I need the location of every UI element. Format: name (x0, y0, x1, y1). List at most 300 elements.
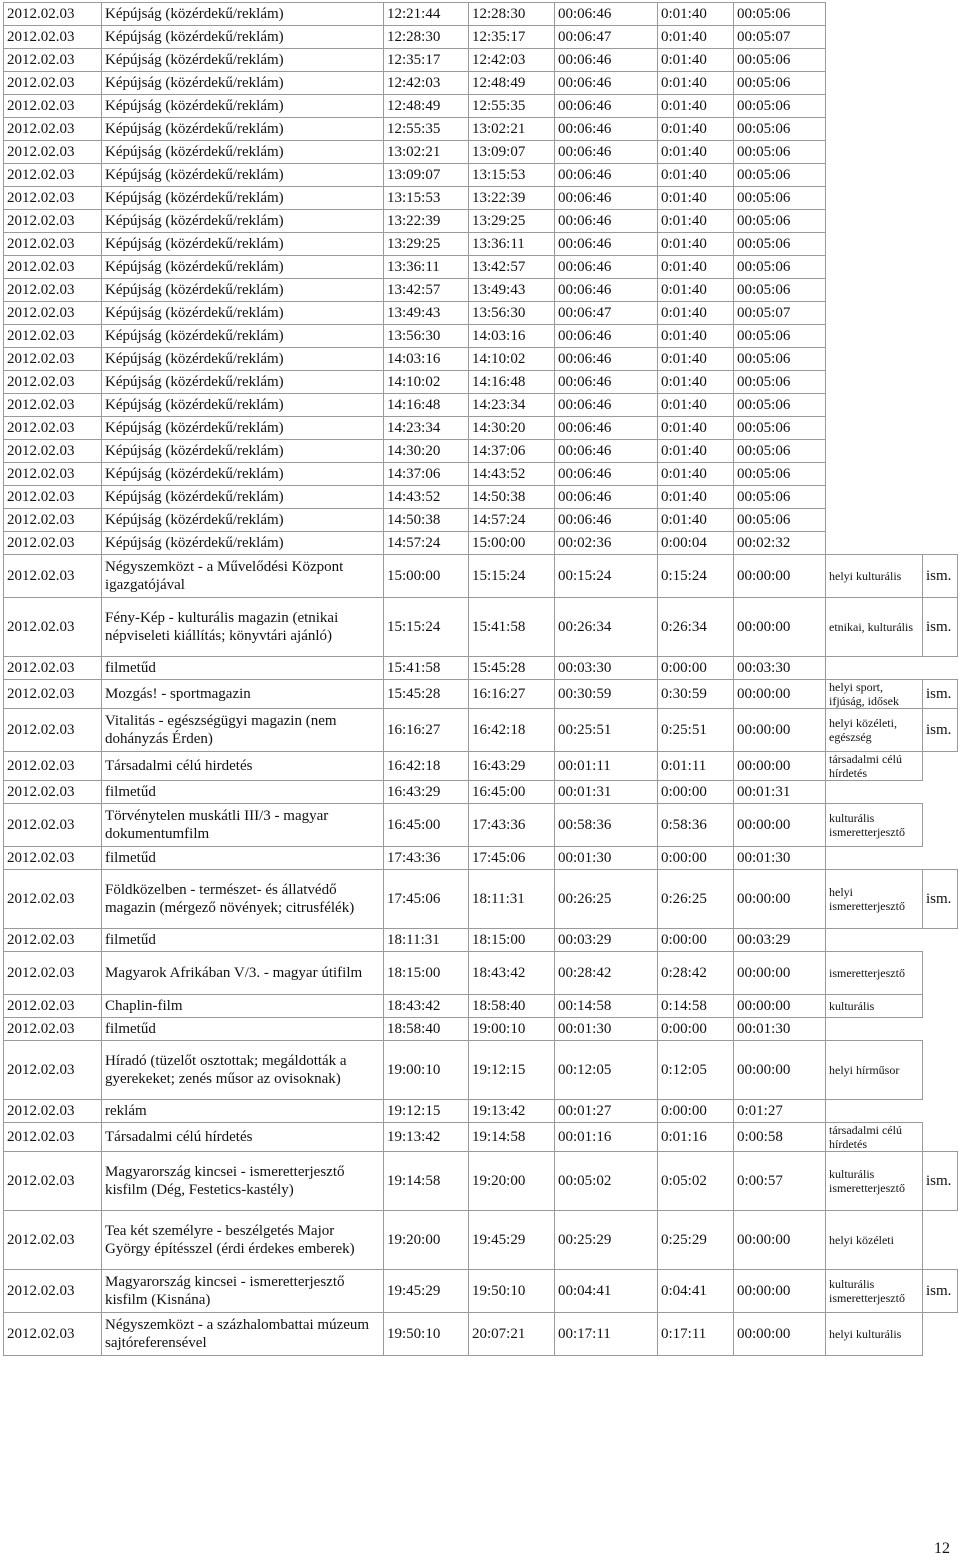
date-cell: 2012.02.03 (4, 680, 102, 709)
duration: 00:01:30 (555, 1018, 658, 1041)
duration: 00:02:36 (555, 532, 658, 555)
table-row (4, 210, 958, 233)
title-cell: filmetűd (102, 847, 384, 870)
start-time: 12:42:03 (384, 72, 469, 95)
own-production-time: 0:01:40 (658, 486, 734, 509)
title-cell: Társadalmi célú hírdetés (102, 1123, 384, 1152)
start-time: 13:42:57 (384, 279, 469, 302)
own-production-time: 0:01:40 (658, 325, 734, 348)
repeat-flag: ism. (923, 555, 958, 598)
duration: 00:17:11 (555, 1313, 658, 1356)
start-time: 19:00:10 (384, 1041, 469, 1100)
title-cell: Képújság (közérdekű/reklám) (102, 95, 384, 118)
table-row (4, 1211, 958, 1270)
duration: 00:06:47 (555, 302, 658, 325)
title-cell: Mozgás! - sportmagazin (102, 680, 384, 709)
table-row (4, 394, 958, 417)
duration: 00:30:59 (555, 680, 658, 709)
date-cell: 2012.02.03 (4, 95, 102, 118)
repeat-flag (923, 781, 958, 804)
repeat-flag (923, 210, 958, 233)
title-cell: Fény-Kép - kulturális magazin (etnikai népviseleti kiállítás; könyvtári ajánló) (102, 598, 384, 657)
date-cell: 2012.02.03 (4, 440, 102, 463)
category (826, 847, 923, 870)
repeat-flag (923, 49, 958, 72)
other-time: 00:05:07 (734, 26, 826, 49)
own-production-time: 0:01:40 (658, 371, 734, 394)
own-production-time: 0:12:05 (658, 1041, 734, 1100)
other-time: 00:05:06 (734, 210, 826, 233)
title-cell: Képújság (közérdekű/reklám) (102, 394, 384, 417)
repeat-flag (923, 141, 958, 164)
start-time: 18:15:00 (384, 952, 469, 995)
own-production-time: 0:01:40 (658, 118, 734, 141)
start-time: 14:16:48 (384, 394, 469, 417)
own-production-time: 0:01:40 (658, 256, 734, 279)
end-time: 18:43:42 (469, 952, 555, 995)
duration: 00:26:34 (555, 598, 658, 657)
title-cell: Képújság (közérdekű/reklám) (102, 3, 384, 26)
repeat-flag (923, 1100, 958, 1123)
repeat-flag (923, 1313, 958, 1356)
own-production-time: 0:01:40 (658, 279, 734, 302)
own-production-time: 0:01:40 (658, 164, 734, 187)
category (826, 440, 923, 463)
end-time: 14:10:02 (469, 348, 555, 371)
category (826, 1100, 923, 1123)
other-time: 00:00:00 (734, 709, 826, 752)
table-row (4, 781, 958, 804)
start-time: 18:43:42 (384, 995, 469, 1018)
page-number: 12 (934, 1540, 950, 1557)
repeat-flag (923, 929, 958, 952)
category (826, 325, 923, 348)
other-time: 00:03:30 (734, 657, 826, 680)
title-cell: Képújság (közérdekű/reklám) (102, 440, 384, 463)
category (826, 532, 923, 555)
duration: 00:06:46 (555, 509, 658, 532)
table-row (4, 952, 958, 995)
category (826, 279, 923, 302)
table-row (4, 1270, 958, 1313)
own-production-time: 0:01:16 (658, 1123, 734, 1152)
repeat-flag: ism. (923, 680, 958, 709)
duration: 00:03:29 (555, 929, 658, 952)
start-time: 16:45:00 (384, 804, 469, 847)
title-cell: Chaplin-film (102, 995, 384, 1018)
own-production-time: 0:00:00 (658, 1018, 734, 1041)
duration: 00:06:46 (555, 394, 658, 417)
repeat-flag (923, 72, 958, 95)
category (826, 509, 923, 532)
title-cell: Képújság (közérdekű/reklám) (102, 141, 384, 164)
title-cell: Képújság (közérdekű/reklám) (102, 348, 384, 371)
start-time: 16:43:29 (384, 781, 469, 804)
date-cell: 2012.02.03 (4, 256, 102, 279)
repeat-flag (923, 394, 958, 417)
table-row (4, 486, 958, 509)
table-row (4, 233, 958, 256)
category (826, 781, 923, 804)
other-time: 00:01:30 (734, 847, 826, 870)
repeat-flag (923, 325, 958, 348)
table-row (4, 256, 958, 279)
repeat-flag (923, 1018, 958, 1041)
title-cell: Képújság (közérdekű/reklám) (102, 164, 384, 187)
other-time: 00:05:06 (734, 371, 826, 394)
own-production-time: 0:00:00 (658, 929, 734, 952)
start-time: 15:45:28 (384, 680, 469, 709)
duration: 00:06:46 (555, 164, 658, 187)
end-time: 20:07:21 (469, 1313, 555, 1356)
table-row (4, 870, 958, 929)
end-time: 17:45:06 (469, 847, 555, 870)
other-time: 00:00:00 (734, 995, 826, 1018)
other-time: 00:05:06 (734, 348, 826, 371)
other-time: 0:01:27 (734, 1100, 826, 1123)
duration: 00:05:02 (555, 1152, 658, 1211)
table-row (4, 1123, 958, 1152)
title-cell: filmetűd (102, 1018, 384, 1041)
table-row (4, 1041, 958, 1100)
start-time: 14:50:38 (384, 509, 469, 532)
end-time: 13:02:21 (469, 118, 555, 141)
category (826, 233, 923, 256)
category: kulturális ismeretterjesztő (826, 804, 923, 847)
date-cell: 2012.02.03 (4, 1270, 102, 1313)
table-row (4, 49, 958, 72)
start-time: 12:48:49 (384, 95, 469, 118)
own-production-time: 0:00:00 (658, 781, 734, 804)
own-production-time: 0:30:59 (658, 680, 734, 709)
title-cell: Híradó (tüzelőt osztottak; megáldották a gyerekeket; zenés műsor az ovisoknak) (102, 1041, 384, 1100)
date-cell: 2012.02.03 (4, 752, 102, 781)
category: kulturális (826, 995, 923, 1018)
repeat-flag (923, 952, 958, 995)
title-cell: Képújság (közérdekű/reklám) (102, 187, 384, 210)
title-cell: Négyszemközt - a százhalombattai múzeum sajtóreferensével (102, 1313, 384, 1356)
duration: 00:06:46 (555, 3, 658, 26)
schedule-table (3, 2, 958, 1356)
start-time: 16:42:18 (384, 752, 469, 781)
own-production-time: 0:01:40 (658, 302, 734, 325)
table-row (4, 752, 958, 781)
repeat-flag: ism. (923, 1270, 958, 1313)
category: helyi közéleti, egészség (826, 709, 923, 752)
start-time: 14:57:24 (384, 532, 469, 555)
own-production-time: 0:58:36 (658, 804, 734, 847)
end-time: 16:42:18 (469, 709, 555, 752)
duration: 00:01:11 (555, 752, 658, 781)
date-cell: 2012.02.03 (4, 1041, 102, 1100)
date-cell: 2012.02.03 (4, 532, 102, 555)
title-cell: filmetűd (102, 781, 384, 804)
category (826, 929, 923, 952)
date-cell: 2012.02.03 (4, 1313, 102, 1356)
start-time: 15:41:58 (384, 657, 469, 680)
table-row (4, 709, 958, 752)
own-production-time: 0:01:40 (658, 463, 734, 486)
start-time: 12:35:17 (384, 49, 469, 72)
duration: 00:06:46 (555, 141, 658, 164)
repeat-flag (923, 1041, 958, 1100)
duration: 00:12:05 (555, 1041, 658, 1100)
title-cell: reklám (102, 1100, 384, 1123)
own-production-time: 0:14:58 (658, 995, 734, 1018)
category (826, 371, 923, 394)
duration: 00:06:46 (555, 95, 658, 118)
title-cell: Tea két személyre - beszélgetés Major György építésszel (érdi érdekes emberek) (102, 1211, 384, 1270)
date-cell: 2012.02.03 (4, 1152, 102, 1211)
other-time: 00:05:06 (734, 164, 826, 187)
end-time: 14:50:38 (469, 486, 555, 509)
title-cell: Magyarország kincsei - ismeretterjesztő kisfilm (Dég, Festetics-kastély) (102, 1152, 384, 1211)
date-cell: 2012.02.03 (4, 1123, 102, 1152)
date-cell: 2012.02.03 (4, 49, 102, 72)
repeat-flag (923, 3, 958, 26)
other-time: 00:05:06 (734, 440, 826, 463)
end-time: 15:15:24 (469, 555, 555, 598)
title-cell: Képújság (közérdekű/reklám) (102, 26, 384, 49)
own-production-time: 0:01:40 (658, 210, 734, 233)
duration: 00:14:58 (555, 995, 658, 1018)
other-time: 0:00:58 (734, 1123, 826, 1152)
category (826, 49, 923, 72)
category: társadalmi célú hírdetés (826, 752, 923, 781)
own-production-time: 0:25:29 (658, 1211, 734, 1270)
duration: 00:01:16 (555, 1123, 658, 1152)
table-row (4, 141, 958, 164)
start-time: 12:21:44 (384, 3, 469, 26)
duration: 00:58:36 (555, 804, 658, 847)
end-time: 12:48:49 (469, 72, 555, 95)
end-time: 19:50:10 (469, 1270, 555, 1313)
repeat-flag (923, 233, 958, 256)
other-time: 00:05:06 (734, 233, 826, 256)
own-production-time: 0:04:41 (658, 1270, 734, 1313)
end-time: 12:35:17 (469, 26, 555, 49)
table-row (4, 1018, 958, 1041)
own-production-time: 0:01:40 (658, 141, 734, 164)
title-cell: Képújság (közérdekű/reklám) (102, 325, 384, 348)
start-time: 17:43:36 (384, 847, 469, 870)
table-row (4, 598, 958, 657)
category (826, 164, 923, 187)
title-cell: Képújság (közérdekű/reklám) (102, 233, 384, 256)
start-time: 13:49:43 (384, 302, 469, 325)
table-row (4, 440, 958, 463)
date-cell: 2012.02.03 (4, 1018, 102, 1041)
category (826, 394, 923, 417)
date-cell: 2012.02.03 (4, 847, 102, 870)
duration: 00:01:31 (555, 781, 658, 804)
category (826, 256, 923, 279)
start-time: 19:14:58 (384, 1152, 469, 1211)
end-time: 17:43:36 (469, 804, 555, 847)
duration: 00:01:30 (555, 847, 658, 870)
own-production-time: 0:01:40 (658, 440, 734, 463)
end-time: 16:45:00 (469, 781, 555, 804)
title-cell: Társadalmi célú hirdetés (102, 752, 384, 781)
end-time: 14:43:52 (469, 463, 555, 486)
own-production-time: 0:01:40 (658, 394, 734, 417)
end-time: 13:56:30 (469, 302, 555, 325)
other-time: 00:00:00 (734, 1270, 826, 1313)
own-production-time: 0:01:40 (658, 187, 734, 210)
date-cell: 2012.02.03 (4, 995, 102, 1018)
end-time: 13:09:07 (469, 141, 555, 164)
date-cell: 2012.02.03 (4, 3, 102, 26)
repeat-flag (923, 164, 958, 187)
start-time: 13:56:30 (384, 325, 469, 348)
own-production-time: 0:25:51 (658, 709, 734, 752)
start-time: 14:43:52 (384, 486, 469, 509)
table-row (4, 3, 958, 26)
date-cell: 2012.02.03 (4, 371, 102, 394)
date-cell: 2012.02.03 (4, 1211, 102, 1270)
table-row (4, 847, 958, 870)
start-time: 16:16:27 (384, 709, 469, 752)
title-cell: Képújság (közérdekű/reklám) (102, 256, 384, 279)
repeat-flag (923, 509, 958, 532)
end-time: 14:03:16 (469, 325, 555, 348)
repeat-flag: ism. (923, 870, 958, 929)
repeat-flag (923, 532, 958, 555)
date-cell: 2012.02.03 (4, 72, 102, 95)
end-time: 15:00:00 (469, 532, 555, 555)
title-cell: Képújság (közérdekű/reklám) (102, 302, 384, 325)
category (826, 3, 923, 26)
table-row (4, 187, 958, 210)
start-time: 18:58:40 (384, 1018, 469, 1041)
title-cell: Négyszemközt - a Művelődési Központ igazgatójával (102, 555, 384, 598)
repeat-flag (923, 26, 958, 49)
date-cell: 2012.02.03 (4, 210, 102, 233)
own-production-time: 0:17:11 (658, 1313, 734, 1356)
own-production-time: 0:00:00 (658, 657, 734, 680)
own-production-time: 0:26:34 (658, 598, 734, 657)
start-time: 19:45:29 (384, 1270, 469, 1313)
duration: 00:04:41 (555, 1270, 658, 1313)
table-row (4, 680, 958, 709)
start-time: 14:37:06 (384, 463, 469, 486)
end-time: 14:57:24 (469, 509, 555, 532)
date-cell: 2012.02.03 (4, 509, 102, 532)
own-production-time: 0:28:42 (658, 952, 734, 995)
table-row (4, 371, 958, 394)
title-cell: Képújság (közérdekű/reklám) (102, 371, 384, 394)
duration: 00:06:46 (555, 486, 658, 509)
title-cell: Vitalitás - egészségügyi magazin (nem dohányzás Érden) (102, 709, 384, 752)
date-cell: 2012.02.03 (4, 141, 102, 164)
own-production-time: 0:01:40 (658, 417, 734, 440)
other-time: 00:00:00 (734, 1313, 826, 1356)
start-time: 13:15:53 (384, 187, 469, 210)
duration: 00:25:29 (555, 1211, 658, 1270)
own-production-time: 0:01:40 (658, 509, 734, 532)
table-row (4, 164, 958, 187)
other-time: 00:05:06 (734, 463, 826, 486)
duration: 00:06:46 (555, 348, 658, 371)
duration: 00:06:46 (555, 325, 658, 348)
other-time: 00:05:06 (734, 417, 826, 440)
table-row (4, 1313, 958, 1356)
category (826, 95, 923, 118)
start-time: 19:13:42 (384, 1123, 469, 1152)
table-row (4, 95, 958, 118)
table-row (4, 325, 958, 348)
table-row (4, 1152, 958, 1211)
category: kulturális ismeretterjesztő (826, 1152, 923, 1211)
start-time: 13:36:11 (384, 256, 469, 279)
duration: 00:06:46 (555, 187, 658, 210)
title-cell: filmetűd (102, 929, 384, 952)
end-time: 18:58:40 (469, 995, 555, 1018)
other-time: 00:05:06 (734, 279, 826, 302)
start-time: 12:28:30 (384, 26, 469, 49)
category (826, 302, 923, 325)
start-time: 14:23:34 (384, 417, 469, 440)
category: helyi kulturális (826, 555, 923, 598)
date-cell: 2012.02.03 (4, 118, 102, 141)
category: etnikai, kulturális (826, 598, 923, 657)
duration: 00:28:42 (555, 952, 658, 995)
date-cell: 2012.02.03 (4, 233, 102, 256)
repeat-flag (923, 752, 958, 781)
date-cell: 2012.02.03 (4, 657, 102, 680)
other-time: 00:03:29 (734, 929, 826, 952)
other-time: 00:00:00 (734, 1041, 826, 1100)
end-time: 13:36:11 (469, 233, 555, 256)
other-time: 00:05:07 (734, 302, 826, 325)
title-cell: Képújság (közérdekű/reklám) (102, 72, 384, 95)
date-cell: 2012.02.03 (4, 164, 102, 187)
category (826, 210, 923, 233)
own-production-time: 0:01:40 (658, 26, 734, 49)
title-cell: Képújság (közérdekű/reklám) (102, 49, 384, 72)
duration: 00:03:30 (555, 657, 658, 680)
start-time: 15:00:00 (384, 555, 469, 598)
other-time: 00:00:00 (734, 804, 826, 847)
table-row (4, 532, 958, 555)
end-time: 18:11:31 (469, 870, 555, 929)
duration: 00:01:27 (555, 1100, 658, 1123)
start-time: 13:02:21 (384, 141, 469, 164)
end-time: 13:22:39 (469, 187, 555, 210)
duration: 00:06:46 (555, 72, 658, 95)
repeat-flag (923, 995, 958, 1018)
own-production-time: 0:01:40 (658, 95, 734, 118)
table-row (4, 72, 958, 95)
end-time: 13:49:43 (469, 279, 555, 302)
other-time: 00:00:00 (734, 752, 826, 781)
end-time: 14:37:06 (469, 440, 555, 463)
other-time: 00:05:06 (734, 509, 826, 532)
table-row (4, 348, 958, 371)
date-cell: 2012.02.03 (4, 187, 102, 210)
category: kulturális ismeretterjesztő (826, 1270, 923, 1313)
repeat-flag (923, 1123, 958, 1152)
other-time: 00:05:06 (734, 256, 826, 279)
start-time: 19:20:00 (384, 1211, 469, 1270)
title-cell: Képújság (közérdekű/reklám) (102, 210, 384, 233)
date-cell: 2012.02.03 (4, 1100, 102, 1123)
start-time: 19:50:10 (384, 1313, 469, 1356)
category (826, 657, 923, 680)
own-production-time: 0:00:04 (658, 532, 734, 555)
date-cell: 2012.02.03 (4, 486, 102, 509)
other-time: 00:00:00 (734, 1211, 826, 1270)
